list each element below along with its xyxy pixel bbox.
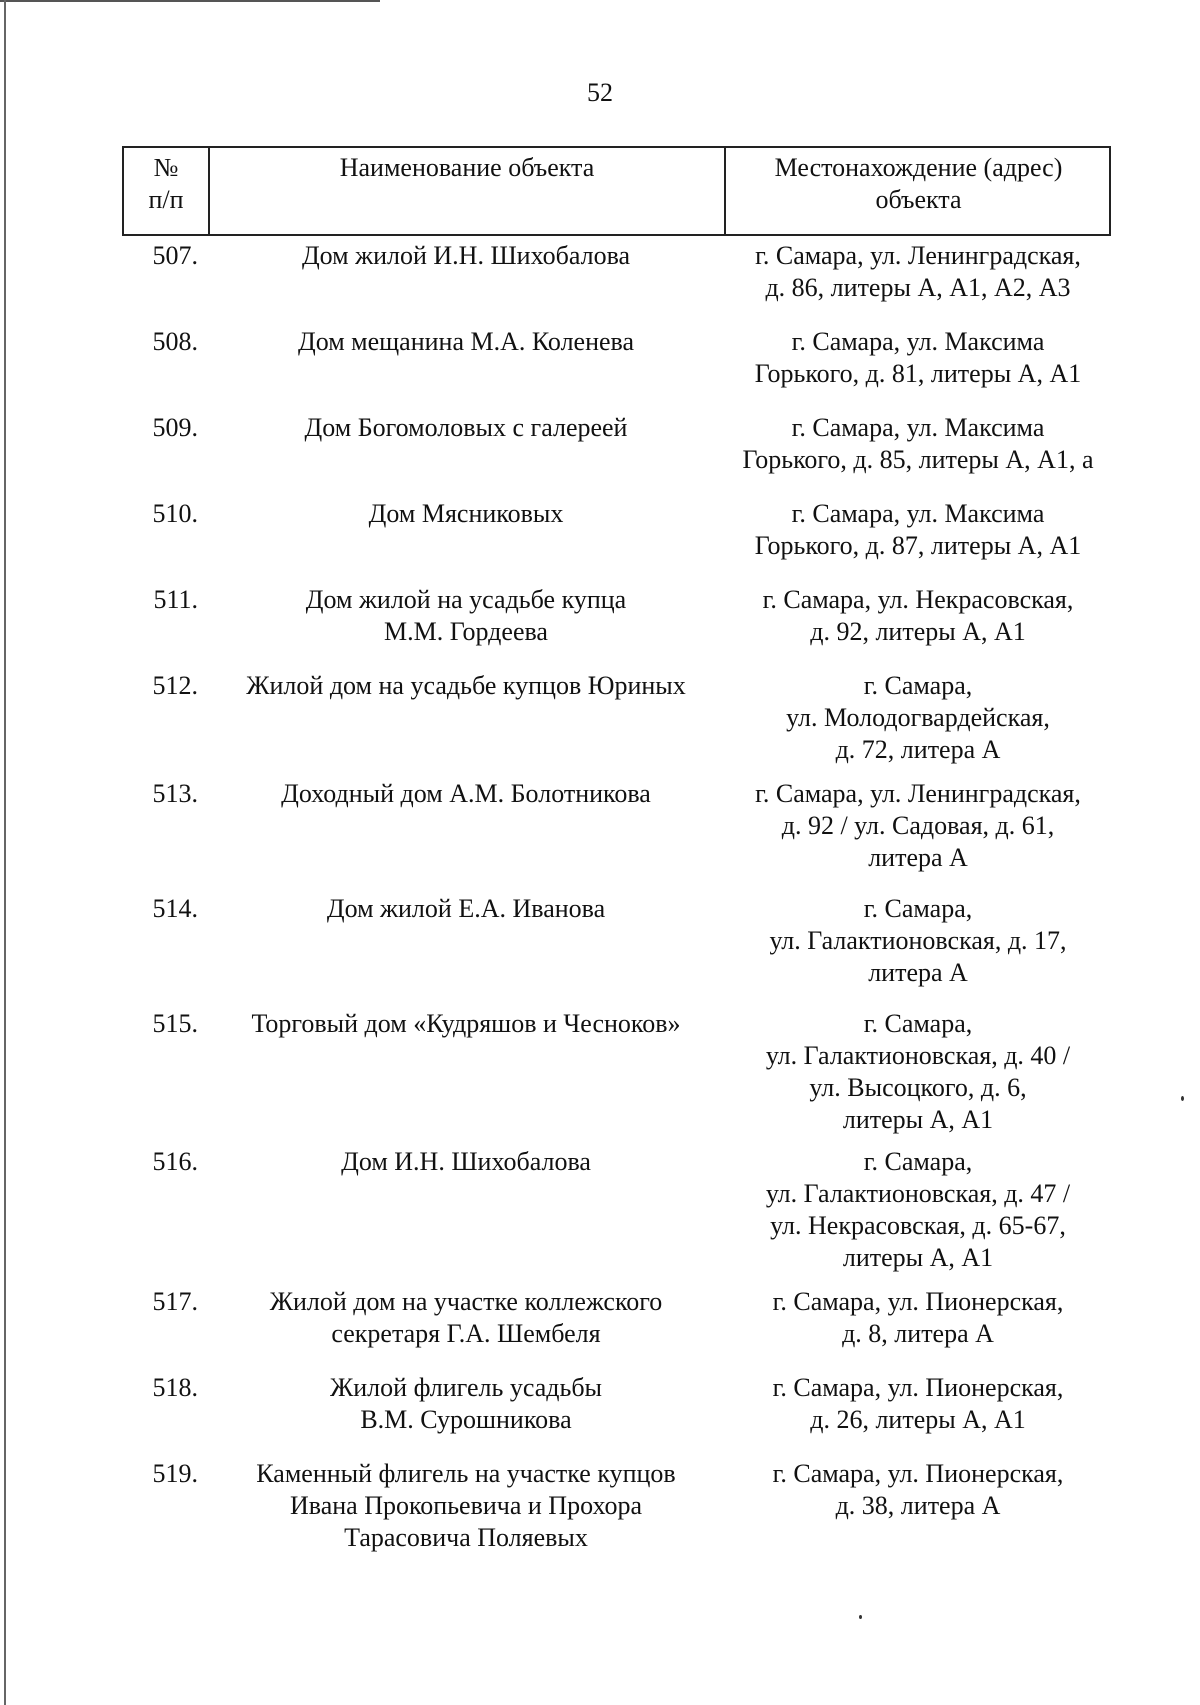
scan-edge-top — [0, 0, 380, 2]
scan-speck — [1181, 1096, 1184, 1101]
table-header — [122, 146, 1111, 236]
object-address: г. Самара, ул. Максима Горького, д. 81, литеры А, А1 — [754, 327, 1082, 388]
row-number: 509. — [152, 413, 198, 442]
header-address-line: Местонахождение (адрес) — [774, 153, 1063, 182]
row-number: 508. — [152, 327, 198, 356]
object-address: г. Самара, ул. Пионерская, д. 8, литера А — [772, 1287, 1064, 1348]
object-name: Дом жилой Е.А. Иванова — [326, 894, 606, 923]
header-number-line: п/п — [148, 185, 184, 214]
object-name: Дом Мясниковых — [368, 499, 564, 528]
object-name: Дом жилой И.Н. Шихобалова — [301, 241, 631, 270]
row-number: 510. — [152, 499, 198, 528]
object-address: г. Самара, ул. Ленинградская, д. 92 / ул. Садовая, д. 61, литера А — [755, 779, 1081, 872]
object-address: г. Самара, ул. Максима Горького, д. 85, литеры А, А1, а — [742, 413, 1094, 474]
row-number: 515. — [152, 1009, 198, 1038]
row-number: 519. — [152, 1459, 198, 1488]
object-address: г. Самара, ул. Галактионовская, д. 47 / ул. Некрасовская, д. 65-67, литеры А, А1 — [765, 1147, 1071, 1272]
header-number-column — [124, 152, 208, 216]
object-name: Торговый дом «Кудряшов и Чесноков» — [251, 1009, 681, 1038]
object-address: г. Самара, ул. Молодогвардейская, д. 72, литера А — [786, 671, 1050, 764]
object-name: Каменный флигель на участке купцов Ивана Прокопьевича и Прохора Тарасовича Поляевых — [256, 1459, 676, 1552]
header-name-line: Наименование объекта — [339, 153, 595, 182]
header-address-line: объекта — [875, 185, 962, 214]
object-name: Дом жилой на усадьбе купца М.М. Гордеева — [305, 585, 627, 646]
row-number: 518. — [152, 1373, 198, 1402]
header-number-line: № — [153, 153, 179, 182]
row-number: 517. — [152, 1287, 198, 1316]
row-number: 513. — [152, 779, 198, 808]
object-address: г. Самара, ул. Пионерская, д. 38, литера А — [772, 1459, 1064, 1520]
object-name: Жилой дом на усадьбе купцов Юриных — [246, 671, 686, 700]
header-name-column — [210, 152, 724, 184]
scan-edge-left — [4, 0, 6, 1705]
object-name: Жилой флигель усадьбы В.М. Сурошникова — [329, 1373, 603, 1434]
row-number: 514. — [152, 894, 198, 923]
row-number: 516. — [152, 1147, 198, 1176]
object-name: Жилой дом на участке коллежского секретаря Г.А. Шембеля — [269, 1287, 663, 1348]
object-name: Доходный дом А.М. Болотникова — [281, 779, 651, 808]
row-number: 511. — [153, 585, 198, 614]
object-name: Дом И.Н. Шихобалова — [341, 1147, 591, 1176]
object-address: г. Самара, ул. Ленинградская, д. 86, литеры А, А1, А2, А3 — [755, 241, 1081, 302]
header-address-column — [726, 152, 1111, 216]
row-number: 507. — [152, 241, 198, 270]
object-address: г. Самара, ул. Максима Горького, д. 87, литеры А, А1 — [754, 499, 1082, 560]
object-name: Дом мещанина М.А. Коленева — [297, 327, 635, 356]
object-address: г. Самара, ул. Некрасовская, д. 92, литеры А, А1 — [762, 585, 1074, 646]
row-number: 512. — [152, 671, 198, 700]
object-address: г. Самара, ул. Галактионовская, д. 17, литера А — [769, 894, 1067, 987]
object-address: г. Самара, ул. Пионерская, д. 26, литеры А, А1 — [772, 1373, 1064, 1434]
scan-speck — [859, 1615, 862, 1619]
page-number: 52 — [587, 78, 613, 107]
object-name: Дом Богомоловых с галереей — [304, 413, 628, 442]
object-address: г. Самара, ул. Галактионовская, д. 40 / ул. Высоцкого, д. 6, литеры А, А1 — [765, 1009, 1071, 1134]
